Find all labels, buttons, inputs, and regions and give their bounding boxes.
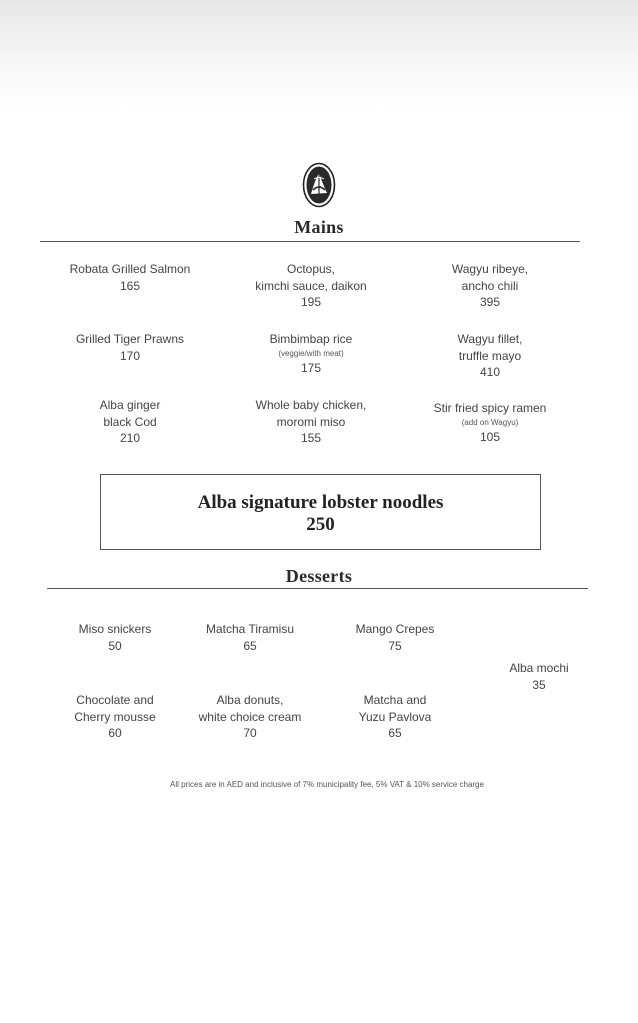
item-price: 410 (479, 365, 501, 379)
item-name: Grilled Tiger Prawns (75, 332, 185, 346)
item-price: 60 (108, 726, 122, 740)
item-price: 35 (532, 677, 546, 692)
mains-divider (40, 241, 580, 242)
item-name: Wagyu ribeye, (451, 262, 529, 276)
item-price: 75 (388, 638, 402, 653)
item-name: Wagyu fillet, (457, 332, 523, 346)
signature-dish-name: Alba signature lobster noodles (197, 492, 444, 513)
item-name: Chocolate and (76, 693, 154, 707)
item-name: Alba ginger (99, 398, 161, 412)
item-name: Matcha Tiramisu (205, 622, 295, 636)
item-price: 65 (388, 726, 402, 740)
restaurant-logo-icon (302, 162, 336, 208)
item-name: truffle mayo (458, 348, 522, 363)
item-name: Stir fried spicy ramen (433, 401, 547, 415)
menu-item (444, 660, 634, 693)
top-gradient (0, 0, 638, 110)
item-name: Alba mochi (509, 661, 569, 675)
item-name: Matcha and (363, 693, 427, 707)
menu-item (300, 692, 490, 742)
mains-title: Mains (294, 217, 344, 237)
signature-dish-price: 250 (306, 514, 335, 535)
menu-item (300, 621, 490, 654)
item-price: 170 (119, 348, 141, 363)
item-name: Cherry mousse (74, 709, 156, 724)
menu-item (395, 400, 585, 445)
item-price: 65 (243, 638, 257, 653)
menu-item (395, 331, 585, 381)
menu-item (35, 261, 225, 294)
item-name: Whole baby chicken, (255, 398, 367, 412)
price-footnote: All prices are in AED and inclusive of 7% municipality fee, 5% VAT & 10% service charge (170, 780, 484, 789)
item-name: Robata Grilled Salmon (69, 262, 191, 276)
item-price: 105 (479, 429, 501, 444)
menu-item (35, 397, 225, 447)
item-name: Bimbimbap rice (269, 332, 353, 346)
item-name: Miso snickers (78, 622, 152, 636)
signature-dish-box (100, 474, 541, 550)
item-name: Mango Crepes (355, 622, 435, 636)
item-note: (veggie/with meat) (278, 348, 344, 358)
item-name: Alba donuts, (216, 693, 284, 707)
menu-item (216, 397, 406, 447)
item-name: Octopus, (286, 262, 336, 276)
menu-item (216, 261, 406, 311)
item-note: (add on Wagyu) (461, 417, 519, 427)
item-price: 195 (300, 295, 322, 309)
item-name: ancho chili (461, 278, 519, 293)
menu-item (35, 331, 225, 364)
item-price: 175 (300, 360, 322, 375)
desserts-divider (47, 588, 588, 589)
item-price: 395 (479, 295, 501, 309)
item-name: white choice cream (198, 709, 302, 724)
item-price: 165 (119, 278, 141, 293)
item-name: Yuzu Pavlova (358, 709, 432, 724)
item-name: kimchi sauce, daikon (255, 278, 367, 293)
item-price: 155 (300, 431, 322, 445)
item-price: 70 (243, 726, 257, 740)
menu-item (216, 331, 406, 376)
menu-item (395, 261, 585, 311)
item-name: black Cod (103, 414, 157, 429)
item-price: 210 (119, 431, 141, 445)
desserts-title: Desserts (285, 566, 353, 586)
item-name: moromi miso (276, 414, 346, 429)
item-price: 50 (108, 638, 122, 653)
